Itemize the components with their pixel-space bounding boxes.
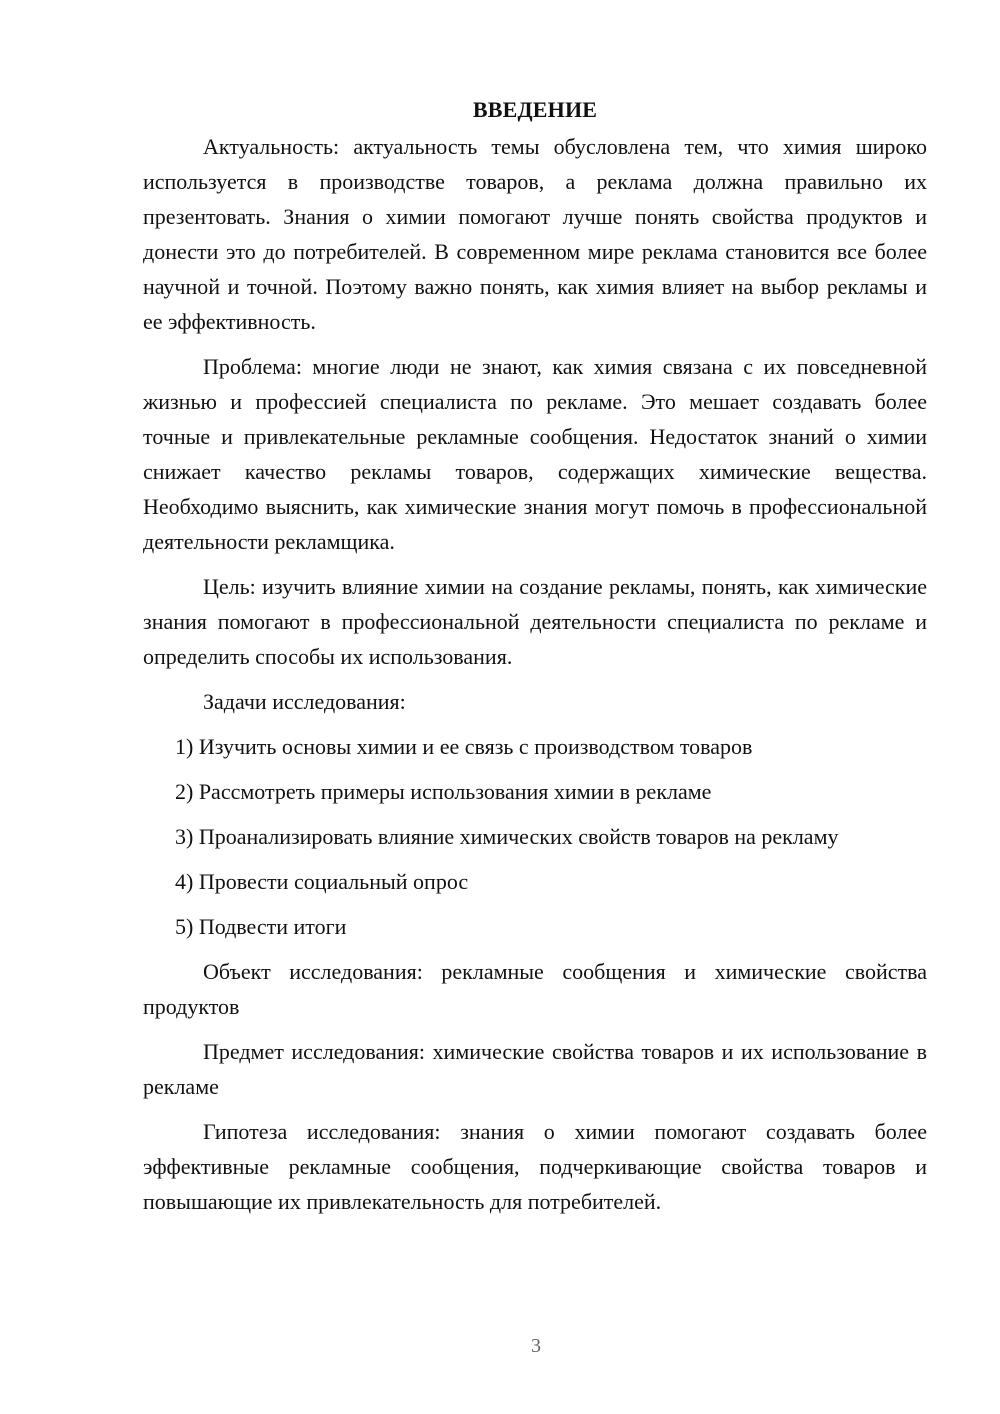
paragraph-goal: Цель: изучить влияние химии на создание рекламы, понять, как химические знания помогают в профессиональной деятельности специалиста по рекламе и определить способы их использования.: [143, 574, 927, 669]
section-heading: ВВЕДЕНИЕ: [472, 97, 598, 122]
tasks-list: [143, 729, 927, 944]
task-item: 4) Провести социальный опрос: [175, 869, 469, 894]
task-item: 1) Изучить основы химии и ее связь с производством товаров: [175, 734, 753, 759]
paragraph-object: Объект исследования: рекламные сообщения и химические свойства продуктов: [143, 959, 927, 1019]
paragraph-subject: Предмет исследования: химические свойства товаров и их использование в рекламе: [143, 1039, 927, 1099]
task-item: 5) Подвести итоги: [175, 914, 347, 939]
page-content: [143, 95, 927, 1229]
task-item: 2) Рассмотреть примеры использования химии в рекламе: [175, 779, 712, 804]
page-number: 3: [531, 1335, 541, 1357]
paragraph-relevance: Актуальность: актуальность темы обусловлена тем, что химия широко используется в производстве товаров, а реклама должна правильно их презентовать. Знания о химии помогают лучше понять свойства продуктов и донести это до потребителей. В современном мире реклама становится все более научной и точной. Поэтому важно понять, как химия влияет на выбор рекламы и ее эффективность.: [143, 134, 927, 334]
paragraph-problem: Проблема: многие люди не знают, как химия связана с их повседневной жизнью и профессией специалиста по рекламе. Это мешает создавать более точные и привлекательные рекламные сообщения. Недостаток знаний о химии снижает качество рекламы товаров, содержащих химические вещества. Необходимо выяснить, как химические знания могут помочь в профессиональной деятельности рекламщика.: [143, 354, 927, 554]
paragraph-hypothesis: Гипотеза исследования: знания о химии помогают создавать более эффективные рекламные сообщения, подчеркивающие свойства товаров и повышающие их привлекательность для потребителей.: [143, 1119, 927, 1214]
task-item: 3) Проанализировать влияние химических свойств товаров на рекламу: [175, 824, 839, 849]
tasks-title: Задачи исследования:: [203, 689, 406, 714]
